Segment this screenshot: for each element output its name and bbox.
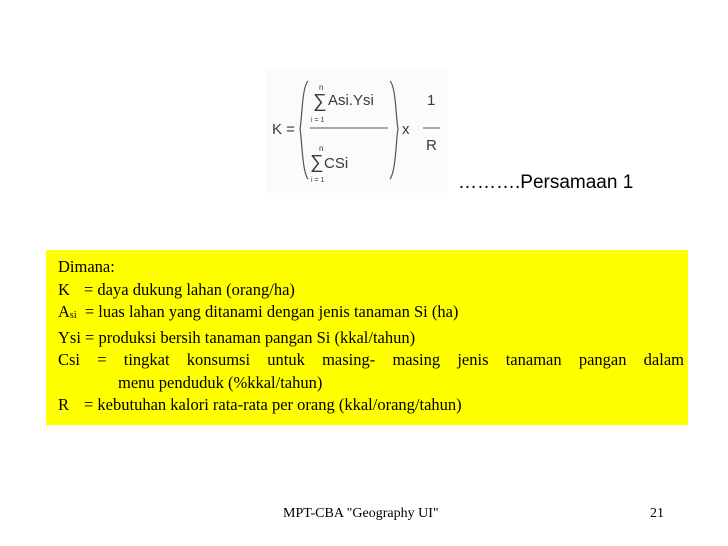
sigma-top: ∑ xyxy=(313,91,327,112)
sum-upper-top: n xyxy=(319,83,324,92)
right-paren xyxy=(390,81,398,179)
sum-upper-bottom: n xyxy=(319,144,324,153)
def-k-symbol: K xyxy=(58,279,70,299)
def-k xyxy=(58,279,684,302)
left-paren xyxy=(300,81,308,179)
formula-svg xyxy=(266,67,448,193)
def-k-text: = daya dukung lahan (orang/ha) xyxy=(84,279,295,299)
def-asi xyxy=(58,301,684,327)
definitions-box xyxy=(46,250,688,425)
page-number: 21 xyxy=(650,506,664,521)
def-asi-text: = luas lahan yang ditanami dengan jenis tanaman Si (ha) xyxy=(84,302,459,321)
def-r-text: = kebutuhan kalori rata-rata per orang (kkal/orang/tahun) xyxy=(84,395,462,414)
formula-numerator: Asi.Ysi xyxy=(328,92,374,109)
sum-lower-top: i = 1 xyxy=(311,117,325,124)
def-csi-line2: menu penduduk (%kkal/tahun) xyxy=(118,372,323,392)
def-csi-line1: Csi = tingkat konsumsi untuk masing- masing jenis tanaman pangan dalam xyxy=(58,350,684,369)
equation-label: ……….Persamaan 1 xyxy=(458,172,634,193)
def-ysi: Ysi = produksi bersih tanaman pangan Si (kkal/tahun) xyxy=(58,327,416,347)
footer-title: MPT-CBA "Geography UI" xyxy=(283,506,439,521)
sum-lower-bottom: i = 1 xyxy=(311,177,325,184)
def-asi-subscript: si xyxy=(69,310,77,321)
formula-lhs: K = xyxy=(272,121,295,138)
sigma-bottom: ∑ xyxy=(310,152,324,173)
definitions-heading: Dimana: xyxy=(58,257,115,276)
def-r-symbol: R xyxy=(58,395,70,414)
fraction-denominator: R xyxy=(426,137,437,154)
formula-denominator: CSi xyxy=(324,155,349,172)
def-asi-symbol: A xyxy=(58,302,70,321)
def-r xyxy=(58,394,684,417)
times-sign: x xyxy=(402,121,410,138)
formula-image xyxy=(266,67,448,193)
fraction-numerator: 1 xyxy=(427,92,436,109)
